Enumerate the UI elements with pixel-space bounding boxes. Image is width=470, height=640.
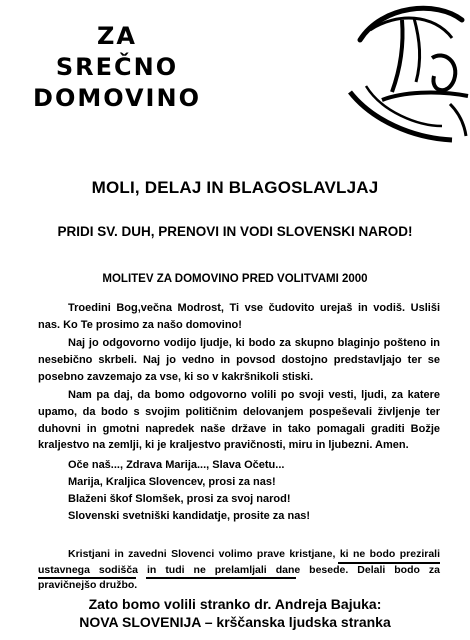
underline-ustavnega (38, 577, 136, 579)
footer-line-2: NOVA SLOVENIJA – krščanska ljudska stranka (79, 614, 391, 630)
prayer-line-2: Marija, Kraljica Slovencev, prosi za nas! (68, 476, 276, 488)
main-heading: MOLI, DELAJ IN BLAGOSLAVLJAJ (91, 178, 379, 197)
underline-prelamljali (146, 577, 296, 579)
prayer-title: MOLITEV ZA DOMOVINO PRED VOLITVAMI 2000 (102, 273, 368, 285)
title-line-3: DOMOVINO (33, 84, 201, 112)
prayer-line-4: Slovenski svetniški kandidatje, prosite za nas! (68, 510, 311, 522)
title-line-1: ZA (97, 22, 137, 50)
closing-paragraph: Kristjani in zavedni Slovenci volimo prave kristjane, ki ne bodo prezirali ustavnega sodišča in tudi ne prelamljali dane besede. Delali bodo za pravičnejšo družbo. (38, 548, 440, 591)
footer-line-1: Zato bomo volili stranko dr. Andreja Bajuka: (88, 596, 382, 612)
underline-ki-ne-bodo (338, 562, 440, 564)
subheading: PRIDI SV. DUH, PRENOVI IN VODI SLOVENSKI NAROD! (57, 224, 413, 239)
paragraph-1: Troedini Bog,večna Modrost, Ti vse čudovito urejaš in vodiš. Usliši nas. Ko Te prosimo za našo domovino! (38, 302, 440, 331)
dove-swirl-logo-icon (342, 0, 470, 148)
title-line-2: SREČNO (55, 53, 179, 81)
paragraph-3: Nam pa daj, da bomo odgovorno volili po svoji vesti, ljudi, za katere upamo, da bodo s svojim političnim delovanjem pospeševali življenje ter duhovni in gmotni napredek naše države in tako pomagali graditi Božje kraljestvo na zemlji, ki je kraljestvo pravičnosti, miru in ljubezni. Amen. (38, 389, 440, 452)
paragraph-2: Naj jo odgovorno vodijo ljudje, ki bodo za skupno blaginjo pošteno in nesebično skrbeli. Naj jo vedno in povsod dostojno predstavljajo ter se posebno zavzemajo za vse, ki so v kakršnikoli stiski. (38, 337, 440, 383)
prayer-line-3: Blaženi škof Slomšek, prosi za svoj narod! (68, 493, 291, 505)
prayer-line-1: Oče naš..., Zdrava Marija..., Slava Očetu... (68, 459, 285, 471)
